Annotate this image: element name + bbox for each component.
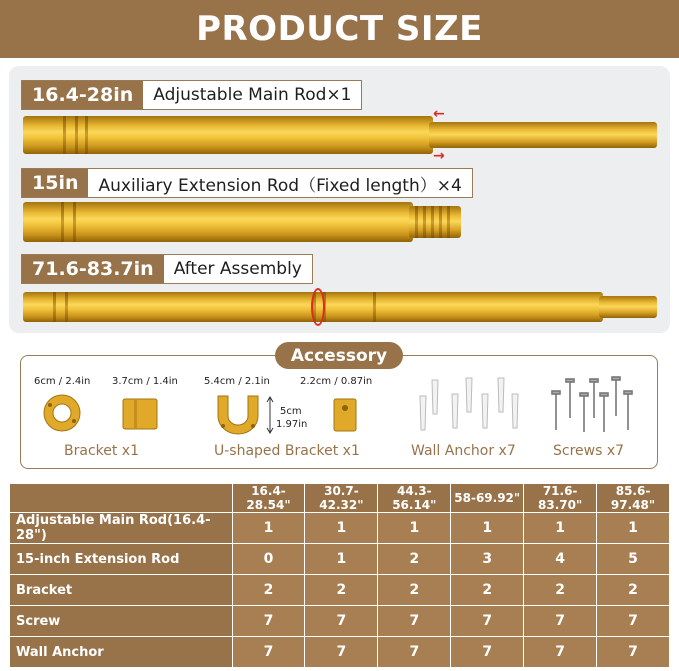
table-cell: 7 [378,637,451,668]
main-rod-description: Adjustable Main Rod×1 [143,81,361,109]
table-cell: 2 [524,575,597,606]
table-cell: 3 [451,544,524,575]
table-cell: 7 [378,606,451,637]
u-bracket-depth: 2.2cm / 0.87in [300,376,373,387]
table-cell: 7 [451,637,524,668]
assembly-description: After Assembly [164,255,312,283]
table-cell: 2 [232,575,305,606]
table-cell: 2 [597,575,670,606]
extension-rod-length: 15in [22,169,88,197]
table-cell: 2 [378,544,451,575]
bracket-depth: 3.7cm / 1.4in [112,376,178,387]
wall-anchor-icon [414,376,526,436]
row-label: Screw [10,606,233,637]
table-header-row [10,484,670,513]
table-cell: 0 [232,544,305,575]
bracket-name: Bracket x1 [64,443,139,459]
row-label: Adjustable Main Rod(16.4-28") [10,513,233,544]
table-cell: 1 [378,513,451,544]
extension-rod-label [21,168,473,198]
extension-rod-image [23,202,413,242]
table-cell: 7 [524,606,597,637]
table-row [10,606,670,637]
table-column-header: 30.7-42.32" [305,484,378,513]
table-column-header: 58-69.92" [451,484,524,513]
table-cell: 7 [597,637,670,668]
u-bracket-height-cm: 5cm [280,406,302,417]
table-cell: 1 [597,513,670,544]
accessory-title: Accessory [275,342,403,369]
table-cell: 5 [597,544,670,575]
bracket-diameter: 6cm / 2.4in [34,376,91,387]
header-banner [0,0,679,58]
screws-name: Screws x7 [553,443,625,459]
table-cell: 1 [305,513,378,544]
table-cell: 7 [305,637,378,668]
table-cell: 7 [597,606,670,637]
table-cell: 7 [524,637,597,668]
extension-rod-description: Auxiliary Extension Rod（Fixed length）×4 [88,169,471,197]
row-label: 15-inch Extension Rod [10,544,233,575]
rods-panel [9,66,670,333]
table-cell: 2 [451,575,524,606]
arrow-right-icon: → [433,148,445,164]
wall-anchor-name: Wall Anchor x7 [411,443,516,459]
table-row [10,513,670,544]
table-corner [10,484,233,513]
u-bracket-side-icon [333,398,357,432]
quantity-table [9,483,670,668]
table-cell: 4 [524,544,597,575]
table-column-header: 85.6-97.48" [597,484,670,513]
table-cell: 7 [232,637,305,668]
table-cell: 7 [232,606,305,637]
main-rod-image [23,116,433,154]
main-rod-length: 16.4-28in [22,81,143,109]
screws-icon [546,376,636,436]
bracket-side-icon [122,398,158,430]
table-cell: 7 [451,606,524,637]
table-cell: 2 [378,575,451,606]
assembly-length: 71.6-83.7in [22,255,164,283]
table-cell: 1 [305,544,378,575]
table-column-header: 16.4-28.54" [232,484,305,513]
joint-highlight-icon [311,288,325,326]
table-row [10,637,670,668]
main-rod-inner-image [429,122,657,148]
extension-rod-thread-image [409,206,461,238]
table-cell: 1 [524,513,597,544]
u-bracket-name: U-shaped Bracket x1 [214,443,360,459]
table-cell: 1 [232,513,305,544]
table-cell: 7 [305,606,378,637]
table-row [10,575,670,606]
u-bracket-icon [214,392,262,436]
page-title: PRODUCT SIZE [196,9,483,49]
table-column-header: 71.6-83.70" [524,484,597,513]
row-label: Bracket [10,575,233,606]
u-bracket-height-arrow-icon [264,396,276,434]
table-column-header: 44.3-56.14" [378,484,451,513]
bracket-ring-icon [42,393,82,433]
row-label: Wall Anchor [10,637,233,668]
table-cell: 1 [451,513,524,544]
assembly-label [21,254,313,284]
arrow-left-icon: ← [433,106,445,122]
table-row [10,544,670,575]
u-bracket-height-in: 1.97in [276,419,308,430]
main-rod-label [21,80,362,110]
u-bracket-width: 5.4cm / 2.1in [204,376,270,387]
table-cell: 2 [305,575,378,606]
assembled-rod-inner-image [599,296,657,318]
